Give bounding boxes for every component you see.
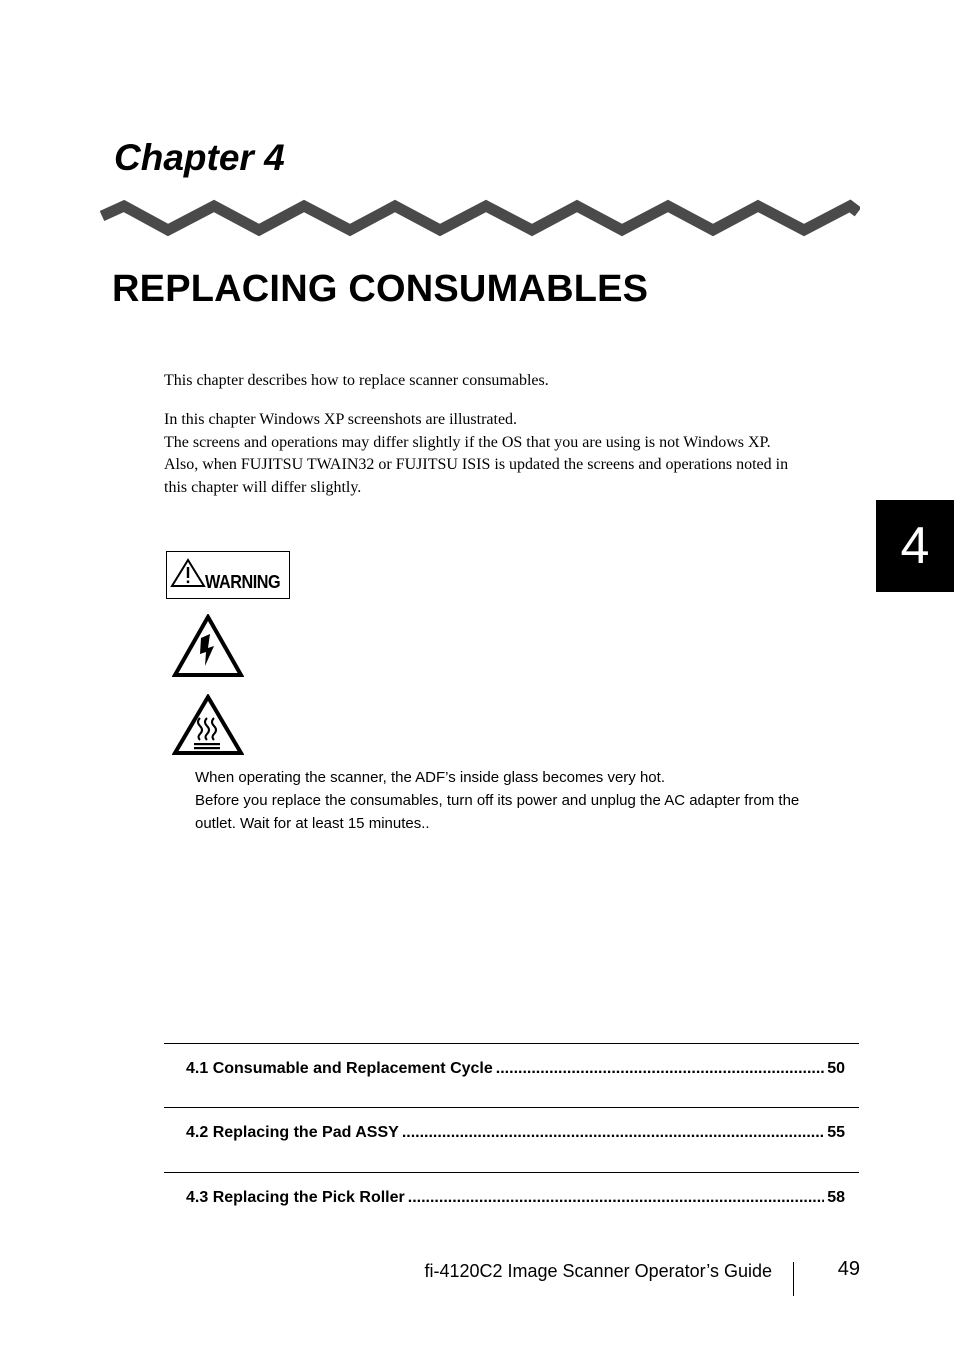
intro-line: The screens and operations may differ slightly if the OS that you are using is not Windows XP. [164, 433, 771, 451]
toc-entry-page[interactable]: 55 [827, 1124, 845, 1141]
toc-entry-title[interactable]: 4.3 Replacing the Pick Roller [186, 1189, 405, 1206]
intro-line: In this chapter Windows XP screenshots are illustrated. [164, 411, 518, 428]
toc-entry-title[interactable]: 4.2 Replacing the Pad ASSY [186, 1124, 399, 1141]
hot-surface-icon [172, 694, 244, 756]
electric-shock-icon [172, 614, 244, 678]
intro-paragraph-1 [164, 370, 864, 393]
footer-divider [793, 1262, 794, 1296]
warning-line: outlet. Wait for at least 15 minutes.. [195, 815, 430, 832]
page-number: 49 [837, 1258, 860, 1280]
toc-entry-page[interactable]: 58 [827, 1189, 845, 1206]
toc-entry[interactable] [164, 1107, 859, 1171]
toc-leader [408, 1188, 824, 1208]
toc-entry[interactable] [164, 1172, 859, 1236]
warning-message [195, 766, 865, 835]
toc-entry-page[interactable]: 50 [827, 1060, 845, 1077]
toc-leader [496, 1059, 824, 1079]
intro-line: this chapter will differ slightly. [164, 478, 362, 496]
chapter-title: REPLACING CONSUMABLES [112, 268, 649, 310]
chapter-tab [876, 500, 954, 592]
warning-label-box [166, 551, 290, 599]
warning-line: Before you replace the consumables, turn off its power and unplug the AC adapter from the [195, 792, 800, 809]
warning-line: When operating the scanner, the ADF’s inside glass becomes very hot. [195, 769, 665, 786]
toc-leader [402, 1123, 824, 1143]
intro-line: This chapter describes how to replace scanner consumables. [164, 372, 549, 389]
intro-line: Also, when FUJITSU TWAIN32 or FUJITSU ISIS is updated the screens and operations noted in [164, 456, 789, 473]
toc-entry-title[interactable]: 4.1 Consumable and Replacement Cycle [186, 1060, 493, 1077]
chapter-label: Chapter 4 [114, 137, 285, 178]
warning-triangle-icon [170, 558, 206, 588]
zigzag-divider [100, 196, 860, 244]
toc-entry[interactable] [164, 1043, 859, 1107]
intro-paragraph-2 [164, 409, 864, 499]
chapter-tab-number: 4 [900, 517, 930, 575]
warning-label: WARNING [205, 572, 281, 592]
footer-guide-title: fi-4120C2 Image Scanner Operator’s Guide [424, 1261, 772, 1281]
